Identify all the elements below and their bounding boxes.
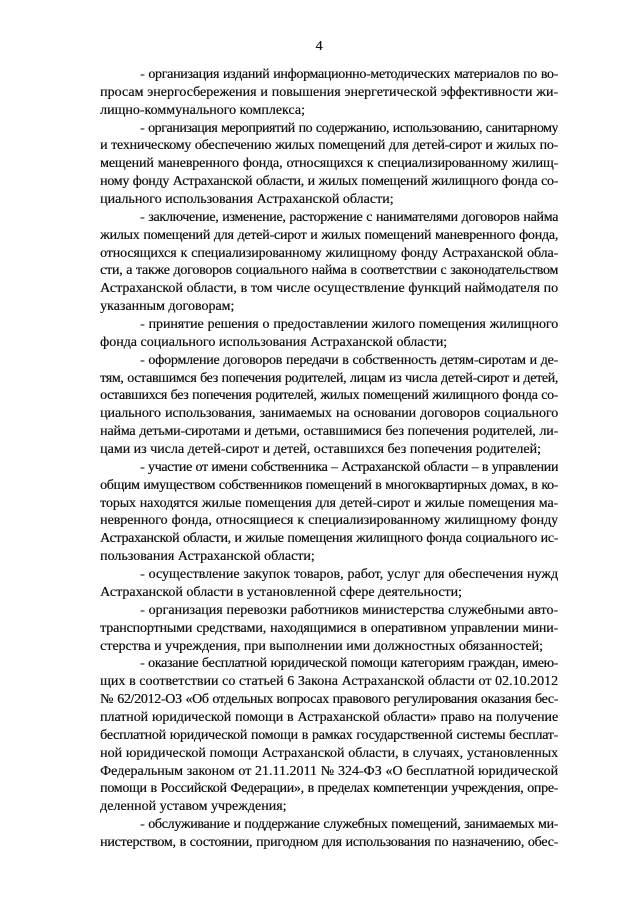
text-line: - заключение, изменение, расторжение с нанимателями договоров найма xyxy=(140,209,558,225)
text-line: просам энергосбережения и повышения энергетической эффективности жи- xyxy=(100,84,558,100)
text-line: помощи в Российской Федерации», в пределах компетенции учреждения, опре- xyxy=(100,781,558,797)
text-line: - участие от имени собственника – Астраханской области – в управлении xyxy=(140,459,558,475)
text-line: - организация мероприятий по содержанию, использованию, санитарному xyxy=(140,120,558,136)
text-line: цами из числа детей-сирот и детей, оставшихся без попечения родителей; xyxy=(100,442,541,458)
paragraph xyxy=(100,209,558,316)
text-line: тям, оставшимся без попечения родителей, лицам из числа детей-сирот и детей, xyxy=(100,370,558,386)
text-line: торых находятся жилые помещения для детей-сирот и жилые помещения ма- xyxy=(100,495,558,511)
text-line: № 62/2012-ОЗ «Об отдельных вопросах правового регулирования оказания бес- xyxy=(100,692,558,708)
text-line: бесплатной юридической помощи в рамках государственной системы бесплат- xyxy=(100,727,558,743)
paragraph xyxy=(100,655,558,816)
text-line: Астраханской области, и жилые помещения жилищного фонда социального ис- xyxy=(100,531,558,547)
text-line: оставшихся без попечения родителей, жилых помещений жилищного фонда со- xyxy=(100,388,558,404)
text-line: деленной уставом учреждения; xyxy=(100,799,287,815)
text-line: циального использования, занимаемых на основании договоров социального xyxy=(100,406,558,422)
paragraph xyxy=(100,602,558,656)
text-line: щих в соответствии со статьей 6 Закона Астраханской области от 02.10.2012 xyxy=(100,674,558,690)
paragraph xyxy=(100,120,558,209)
text-line: пользования Астраханской области; xyxy=(100,549,315,565)
text-line: ному фонду Астраханской области, и жилых помещений жилищного фонда со- xyxy=(100,174,558,190)
text-line: Астраханской области, в том числе осуществление функций наймодателя по xyxy=(100,281,558,297)
text-line: и техническому обеспечению жилых помещений для детей-сирот и жилых по- xyxy=(100,138,558,154)
text-line: циального использования Астраханской области; xyxy=(100,192,394,208)
text-line: указанным договорам; xyxy=(100,299,235,315)
text-line: - осуществление закупок товаров, работ, услуг для обеспечения нужд xyxy=(140,567,558,583)
text-line: жилых помещений для детей-сирот и жилых помещений маневренного фонда, xyxy=(100,227,558,243)
paragraph xyxy=(100,66,558,120)
text-line: - организация перевозки работников министерства служебными авто- xyxy=(140,602,558,618)
text-line: платной юридической помощи в Астраханской области» право на получение xyxy=(100,709,558,725)
paragraph xyxy=(100,566,558,602)
paragraph xyxy=(100,816,558,852)
text-line: ной юридической помощи Астраханской области, в случаях, установленных xyxy=(100,745,558,761)
text-line: - оказание бесплатной юридической помощи категориям граждан, имею- xyxy=(140,656,558,672)
text-line: стерства и учреждения, при выполнении ими должностных обязанностей; xyxy=(100,638,543,654)
text-line: транспортными средствами, находящимися в оперативном управлении мини- xyxy=(100,620,558,636)
text-line: - принятие решения о предоставлении жилого помещения жилищного xyxy=(140,317,558,333)
text-line: - оформление договоров передачи в собственность детям-сиротам и де- xyxy=(140,352,558,368)
paragraph xyxy=(100,316,558,352)
text-line: сти, а также договоров социального найма в соответствии с законодательством xyxy=(100,263,558,279)
page-number: 4 xyxy=(315,39,323,54)
text-line: лищно-коммунального комплекса; xyxy=(100,102,305,118)
document-body xyxy=(100,66,558,852)
text-line: найма детьми-сиротами и детьми, оставшимися без попечения родителей, ли- xyxy=(100,424,558,440)
paragraph xyxy=(100,352,558,459)
text-line: общим имуществом собственников помещений в многоквартирных домах, в ко- xyxy=(100,477,558,493)
text-line: невренного фонда, относящиеся к специализированному жилищному фонду xyxy=(100,513,558,529)
text-line: мещений маневренного фонда, относящихся к специализированному жилищ- xyxy=(100,156,558,172)
text-line: - организация изданий информационно-методических материалов по во- xyxy=(140,67,558,82)
text-line: Астраханской области в установленной сфере деятельности; xyxy=(100,584,462,600)
text-line: относящихся к специализированному жилищному фонду Астраханской обла- xyxy=(100,245,558,261)
text-line: фонда социального использования Астраханской области; xyxy=(100,334,448,350)
text-line: - обслуживание и поддержание служебных помещений, занимаемых ми- xyxy=(140,817,558,833)
paragraph xyxy=(100,459,558,566)
text-line: Федеральным законом от 21.11.2011 № 324-ФЗ «О бесплатной юридической xyxy=(100,763,558,779)
text-line: нистерством, в состоянии, пригодном для использования по назначению, обес- xyxy=(100,834,558,850)
